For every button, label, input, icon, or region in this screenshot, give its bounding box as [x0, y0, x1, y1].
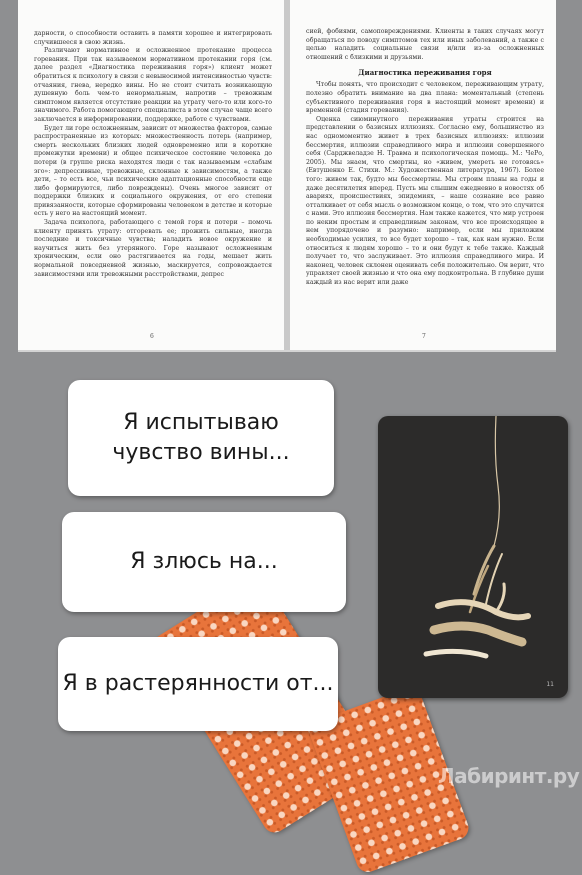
phrase-card-text: Я в растерянности от... — [62, 671, 334, 696]
right-page-number: 7 — [422, 333, 426, 340]
phrase-card-guilt — [68, 380, 334, 496]
left-paragraph-4: Задача психолога, работающего с темой горя и потери – помочь клиенту принять утрату: отгоревать ее; прожить сильные, иногда последние и токсичные чувства; наладить новое окружение и научиться жить без утерянного. Горе называют осложненным хроническим, если оно растягивается на годы, мешает жить нормальной повседневной жизнью, маскируется, сопровождается зависимостями или тревожными расстройствами, депрес — [34, 219, 272, 278]
right-heading: Диагностика переживания горя — [358, 68, 492, 78]
right-paragraph-2: Оценка сиюминутного переживания утраты строится на представлении о базисных иллюзиях. Согласно ему, большинство из нас одномоментно живет в трех базисных иллюзиях: иллюзии бессмертия, иллюзии справедливого мира и иллюзии совершенного себя (Сарджвеладзе Н. Травма и психологическая помощь. М.: ЧеРо, 2005). Мы знаем, что смертны, но «живем, умереть не готовясь» (Евтушенко Е. Стихи. М.: Художественная литература, 1967). Более того: живем так, будто мы бессмертны. Мы строим планы на годы и даже десятилетия вперед. Пусть мы слышим ежедневно в новостях об авариях, происшествиях, эпидемиях, – наше сознание все равно отталкивает от себя мысль о возможном конце, о том, что это случится с нами. Это иллюзия бессмертия. Нам также кажется, что мир устроен по неким простым и справедливым законам, что все происходящее в нем упорядочено и разумно: например, если мы приложим необходимые усилия, то все будет хорошо – так, как нам нужно. Если относиться к людям хорошо – то и они будут к тебе также. Каждый получает то, что заслуживает. Это иллюзия справедливого мира. И наконец, человек склонен оценивать себя положительно. Он верит, что управляет своей жизнью и что она ему подконтрольна. В глубине души каждый из нас верит или даже — [306, 115, 544, 287]
phrase-card-text: Я злюсь на... — [130, 549, 278, 574]
left-paragraph-3: Будет ли горе осложненным, зависит от множества факторов, самые распространенные из которых: множественность потерь (например, смерть нескольких близких людей одновременно или в короткие промежутки времени) и общее психическое состояние человека до потери (в группе риска находятся люди с так называемым «слабым эго»: депрессивные, тревожные, склонные к зависимостям, а также дети, – то есть все, чьи психические адаптационные способности еще либо формируются, либо повреждены). Очень многое зависит от поддержки близких и социального окружения, от его степени привязанности, которые сформированы человеком в детстве и которые есть у него на настоящий момент. — [34, 124, 272, 218]
left-paragraph-2: Различают нормативное и осложненное протекание процесса горевания. При так называемом нормативном протекании горя (см. далее раздел «Диагностика переживания горя») клиент может обратиться к психологу в связи с невыносимой интенсивностью чувств: отчаяния, гнева, нередко вины. Но не стоит считать возникающую душевную боль чем-то ненормальным, напротив – тревожным симптомом является отсутствие реакции на утрату чего-то или кого-то значимого. Работа помогающего специалиста в этом случае чаще всего заключается в информировании, поддержке, работе с чувствами. — [34, 47, 272, 123]
booklet — [18, 0, 556, 352]
right-paragraph-1: Чтобы понять, что происходит с человеком, переживающим утрату, полезно обратить внимание на два плана: моментальный (степень субъективного переживания горя в настоящий момент времени) и временной (стадия горевания). — [306, 81, 544, 115]
phrase-card-confusion — [58, 637, 338, 731]
hand-with-thread-illustration — [378, 416, 568, 698]
phrase-card-text: Я испытываю чувство вины... — [112, 410, 290, 465]
right-intro: сией, фобиями, самоповреждениями. Клиенты в таких случаях могут обращаться по поводу симптомов тех или иных заболеваний, а также с целью наладить социальные связи и/или из-за осложненных отношений с близкими и друзьями. — [306, 28, 544, 61]
card-number: 11 — [546, 681, 554, 688]
illustration-card — [378, 416, 568, 698]
left-paragraph-1: дарности, о способности оставить в памяти хорошее и интегрировать случившееся в свою жизнь. — [34, 30, 272, 46]
watermark: Лабиринт.ру — [438, 764, 580, 788]
right-page — [290, 0, 556, 350]
left-page — [18, 0, 284, 350]
phrase-card-anger — [62, 512, 346, 612]
left-page-number: 6 — [150, 333, 154, 340]
